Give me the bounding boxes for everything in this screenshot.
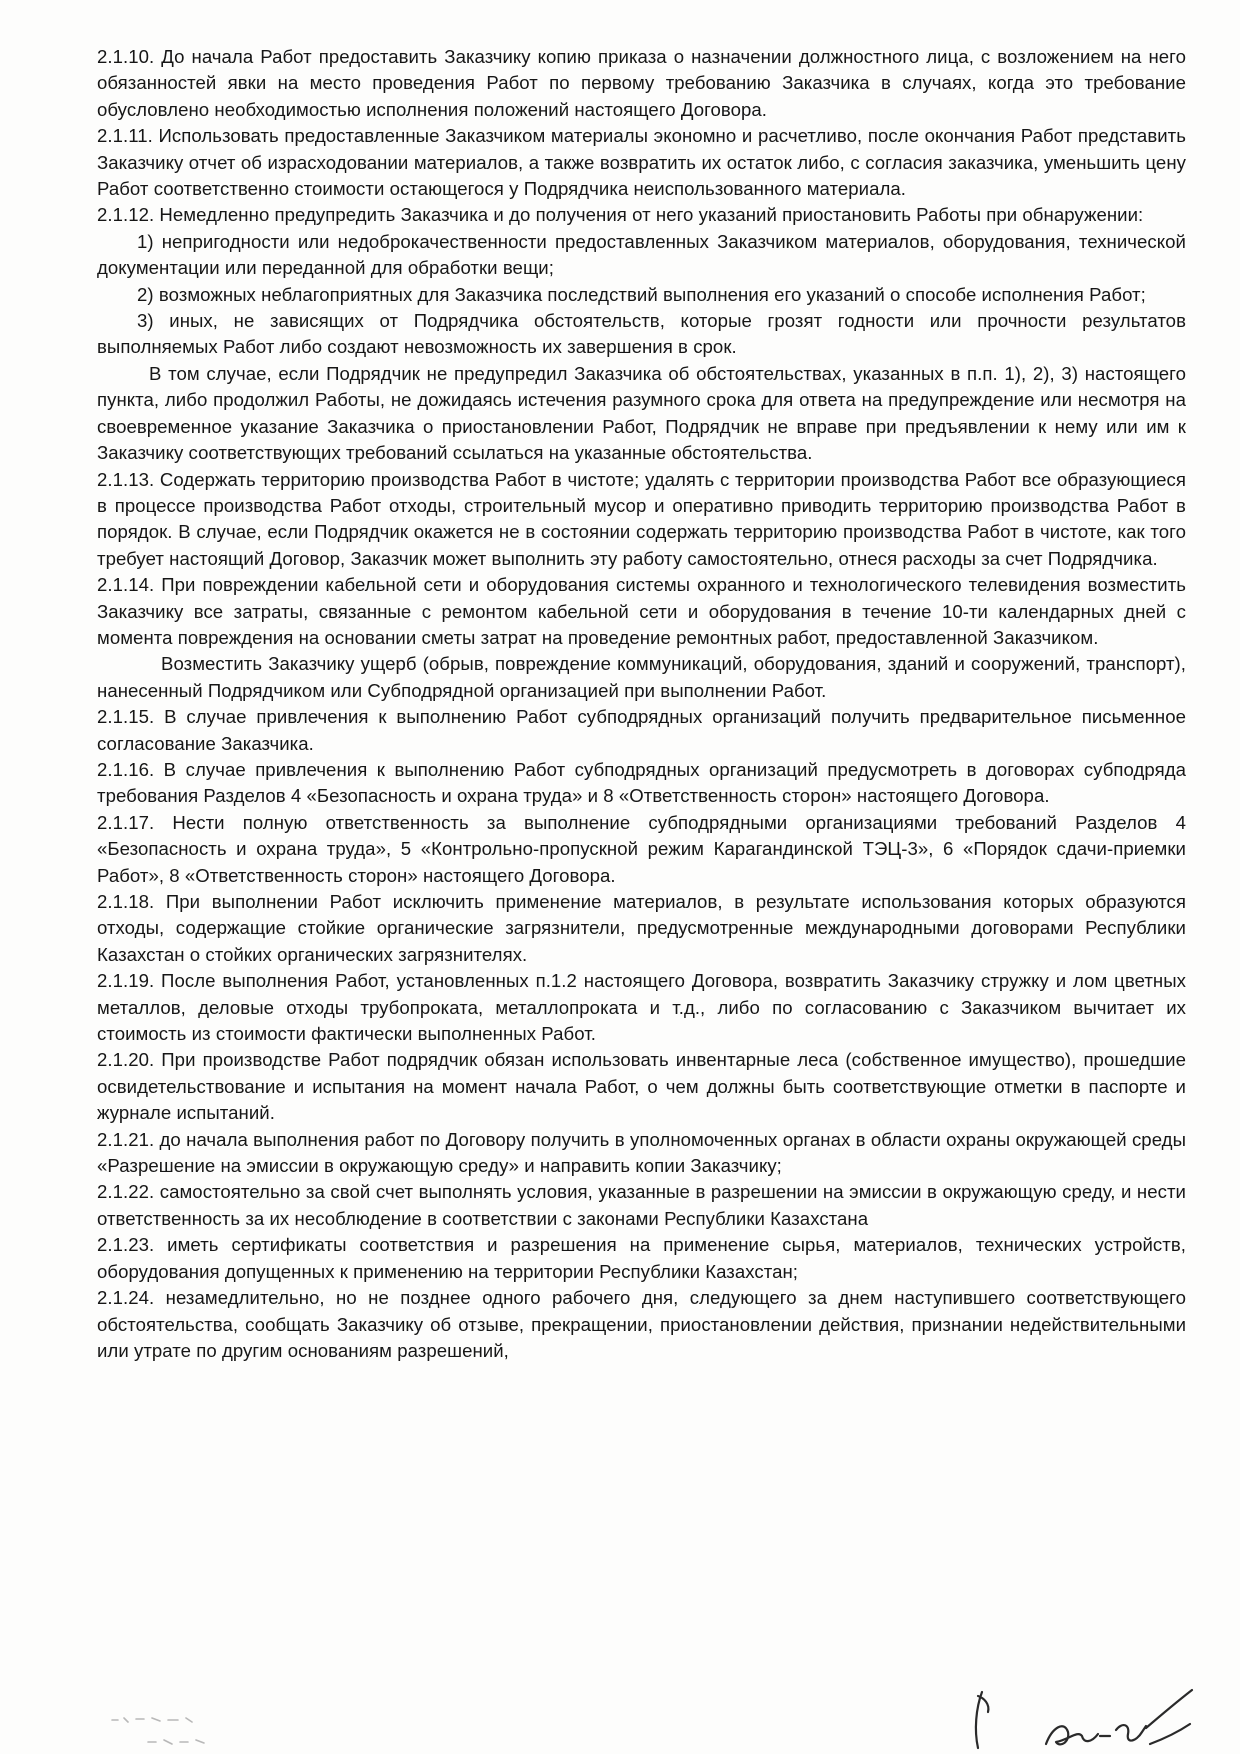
- clause-2-1-19: 2.1.19. После выполнения Работ, установленных п.1.2 настоящего Договора, возвратить Заказчику стружку и лом цветных металлов, деловые отходы трубопроката, металлопроката и т.д., либо по согласованию с Заказчиком вычитает их стоимость из стоимости фактически выполненных Работ.: [97, 970, 1186, 1045]
- clause-2-1-10: 2.1.10. До начала Работ предоставить Заказчику копию приказа о назначении должностного лица, с возложением на него обязанностей явки на место проведения Работ по первому требованию Заказчика в случаях, когда это требование обусловлено необходимостью исполнения положений настоящего Договора.: [97, 46, 1186, 120]
- clause-2-1-12-item-3: 3) иных, не зависящих от Подрядчика обстоятельств, которые грозят годности или прочности результатов выполняемых Работ либо создают невозможность их завершения в срок.: [97, 310, 1186, 358]
- clause-2-1-14-damages: Возместить Заказчику ущерб (обрыв, повреждение коммуникаций, оборудования, зданий и сооружений, транспорт), нанесенный Подрядчиком или Субподрядной организацией при выполнении Работ.: [97, 653, 1186, 701]
- clause-2-1-12-note: В том случае, если Подрядчик не предупредил Заказчика об обстоятельствах, указанных в п.п. 1), 2), 3) настоящего пункта, либо продолжил Работы, не дожидаясь истечения разумного срока для ответа на предупреждение или несмотря на своевременное указание Заказчика о приостановлении Работ, Подрядчик не вправе при предъявлении к нему или им к Заказчику соответствующих требований ссылаться на указанные обстоятельства.: [97, 362, 1186, 464]
- clause-2-1-23: 2.1.23. иметь сертификаты соответствия и разрешения на применение сырья, материалов, технических устройств, оборудования допущенных к применению на территории Республики Казахстан;: [97, 1234, 1186, 1282]
- clause-2-1-24: 2.1.24. незамедлительно, но не позднее одного рабочего дня, следующего за днем наступившего соответствующего обстоятельства, сообщать Заказчику об отзыве, прекращении, приостановлении действия, признании недействительными или утрате по другим основаниям разрешений,: [97, 1287, 1186, 1361]
- clause-2-1-12-item-1: 1) непригодности или недоброкачественности предоставленных Заказчиком материалов, оборудования, технической документации или переданной для обработки вещи;: [97, 230, 1186, 279]
- clause-2-1-17: 2.1.17. Нести полную ответственность за выполнение субподрядными организациями требований Разделов 4 «Безопасность и охрана труда», 5 «Контрольно-пропускной режим Карагандинской ТЭЦ-3», 6 «Порядок сдачи-приемки Работ», 8 «Ответственность сторон» настоящего Договора.: [97, 811, 1186, 886]
- clause-2-1-12: 2.1.12. Немедленно предупредить Заказчика и до получения от него указаний приостановить Работы при обнаружении:: [97, 204, 1144, 226]
- clause-2-1-15: 2.1.15. В случае привлечения к выполнению Работ субподрядных организаций получить предварительное письменное согласование Заказчика.: [97, 706, 1186, 754]
- faded-stamp-mark: [108, 1712, 248, 1752]
- clause-2-1-12-item-2: 2) возможных неблагоприятных для Заказчика последствий выполнения его указаний о способе исполнения Работ;: [137, 283, 1146, 305]
- clause-2-1-11: 2.1.11. Использовать предоставленные Заказчиком материалы экономно и расчетливо, после окончания Работ представить Заказчику отчет об израсходовании материалов, а также возвратить их остаток либо, с согласия заказчика, уменьшить цену Работ соответственно стоимости остающегося у Подрядчика неиспользованного материала.: [97, 125, 1186, 200]
- clause-2-1-14: 2.1.14. При повреждении кабельной сети и оборудования системы охранного и технологического телевидения возместить Заказчику все затраты, связанные с ремонтом кабельной сети и оборудования в течение 10-ти календарных дней с момента повреждения на основании сметы затрат на проведение ремонтных работ, предоставленной Заказчиком.: [97, 574, 1186, 648]
- clause-2-1-13: 2.1.13. Содержать территорию производства Работ в чистоте; удалять с территории производства Работ все образующиеся в процессе производства Работ отходы, строительный мусор и оперативно приводить территорию производства Работ в порядок. В случае, если Подрядчик окажется не в состоянии содержать территорию производства Работ в чистоте, как того требует настоящий Договор, Заказчик может выполнить эту работу самостоятельно, отнеся расходы за счет Подрядчика.: [97, 468, 1186, 569]
- clause-2-1-16: 2.1.16. В случае привлечения к выполнению Работ субподрядных организаций предусмотреть в договорах субподряда требования Разделов 4 «Безопасность и охрана труда» и 8 «Ответственность сторон» настоящего Договора.: [97, 758, 1186, 807]
- clause-2-1-21: 2.1.21. до начала выполнения работ по Договору получить в уполномоченных органах в области охраны окружающей среды «Разрешение на эмиссии в окружающую среду» и направить копии Заказчику;: [97, 1128, 1186, 1177]
- clause-2-1-20: 2.1.20. При производстве Работ подрядчик обязан использовать инвентарные леса (собственное имущество), прошедшие освидетельствование и испытания на момент начала Работ, о чем должны быть соответствующие отметки в паспорте и журнале испытаний.: [97, 1049, 1186, 1124]
- handwritten-signature: [960, 1686, 1210, 1754]
- clause-2-1-18: 2.1.18. При выполнении Работ исключить применение материалов, в результате использования которых образуются отходы, содержащие стойкие органические загрязнители, предусмотренные международными договорами Республики Казахстан о стойких органических загрязнителях.: [97, 891, 1186, 965]
- clause-2-1-22: 2.1.22. самостоятельно за свой счет выполнять условия, указанные в разрешении на эмиссии в окружающую среду, и нести ответственность за их несоблюдение в соответствии с законами Республики Казахстана: [97, 1181, 1186, 1229]
